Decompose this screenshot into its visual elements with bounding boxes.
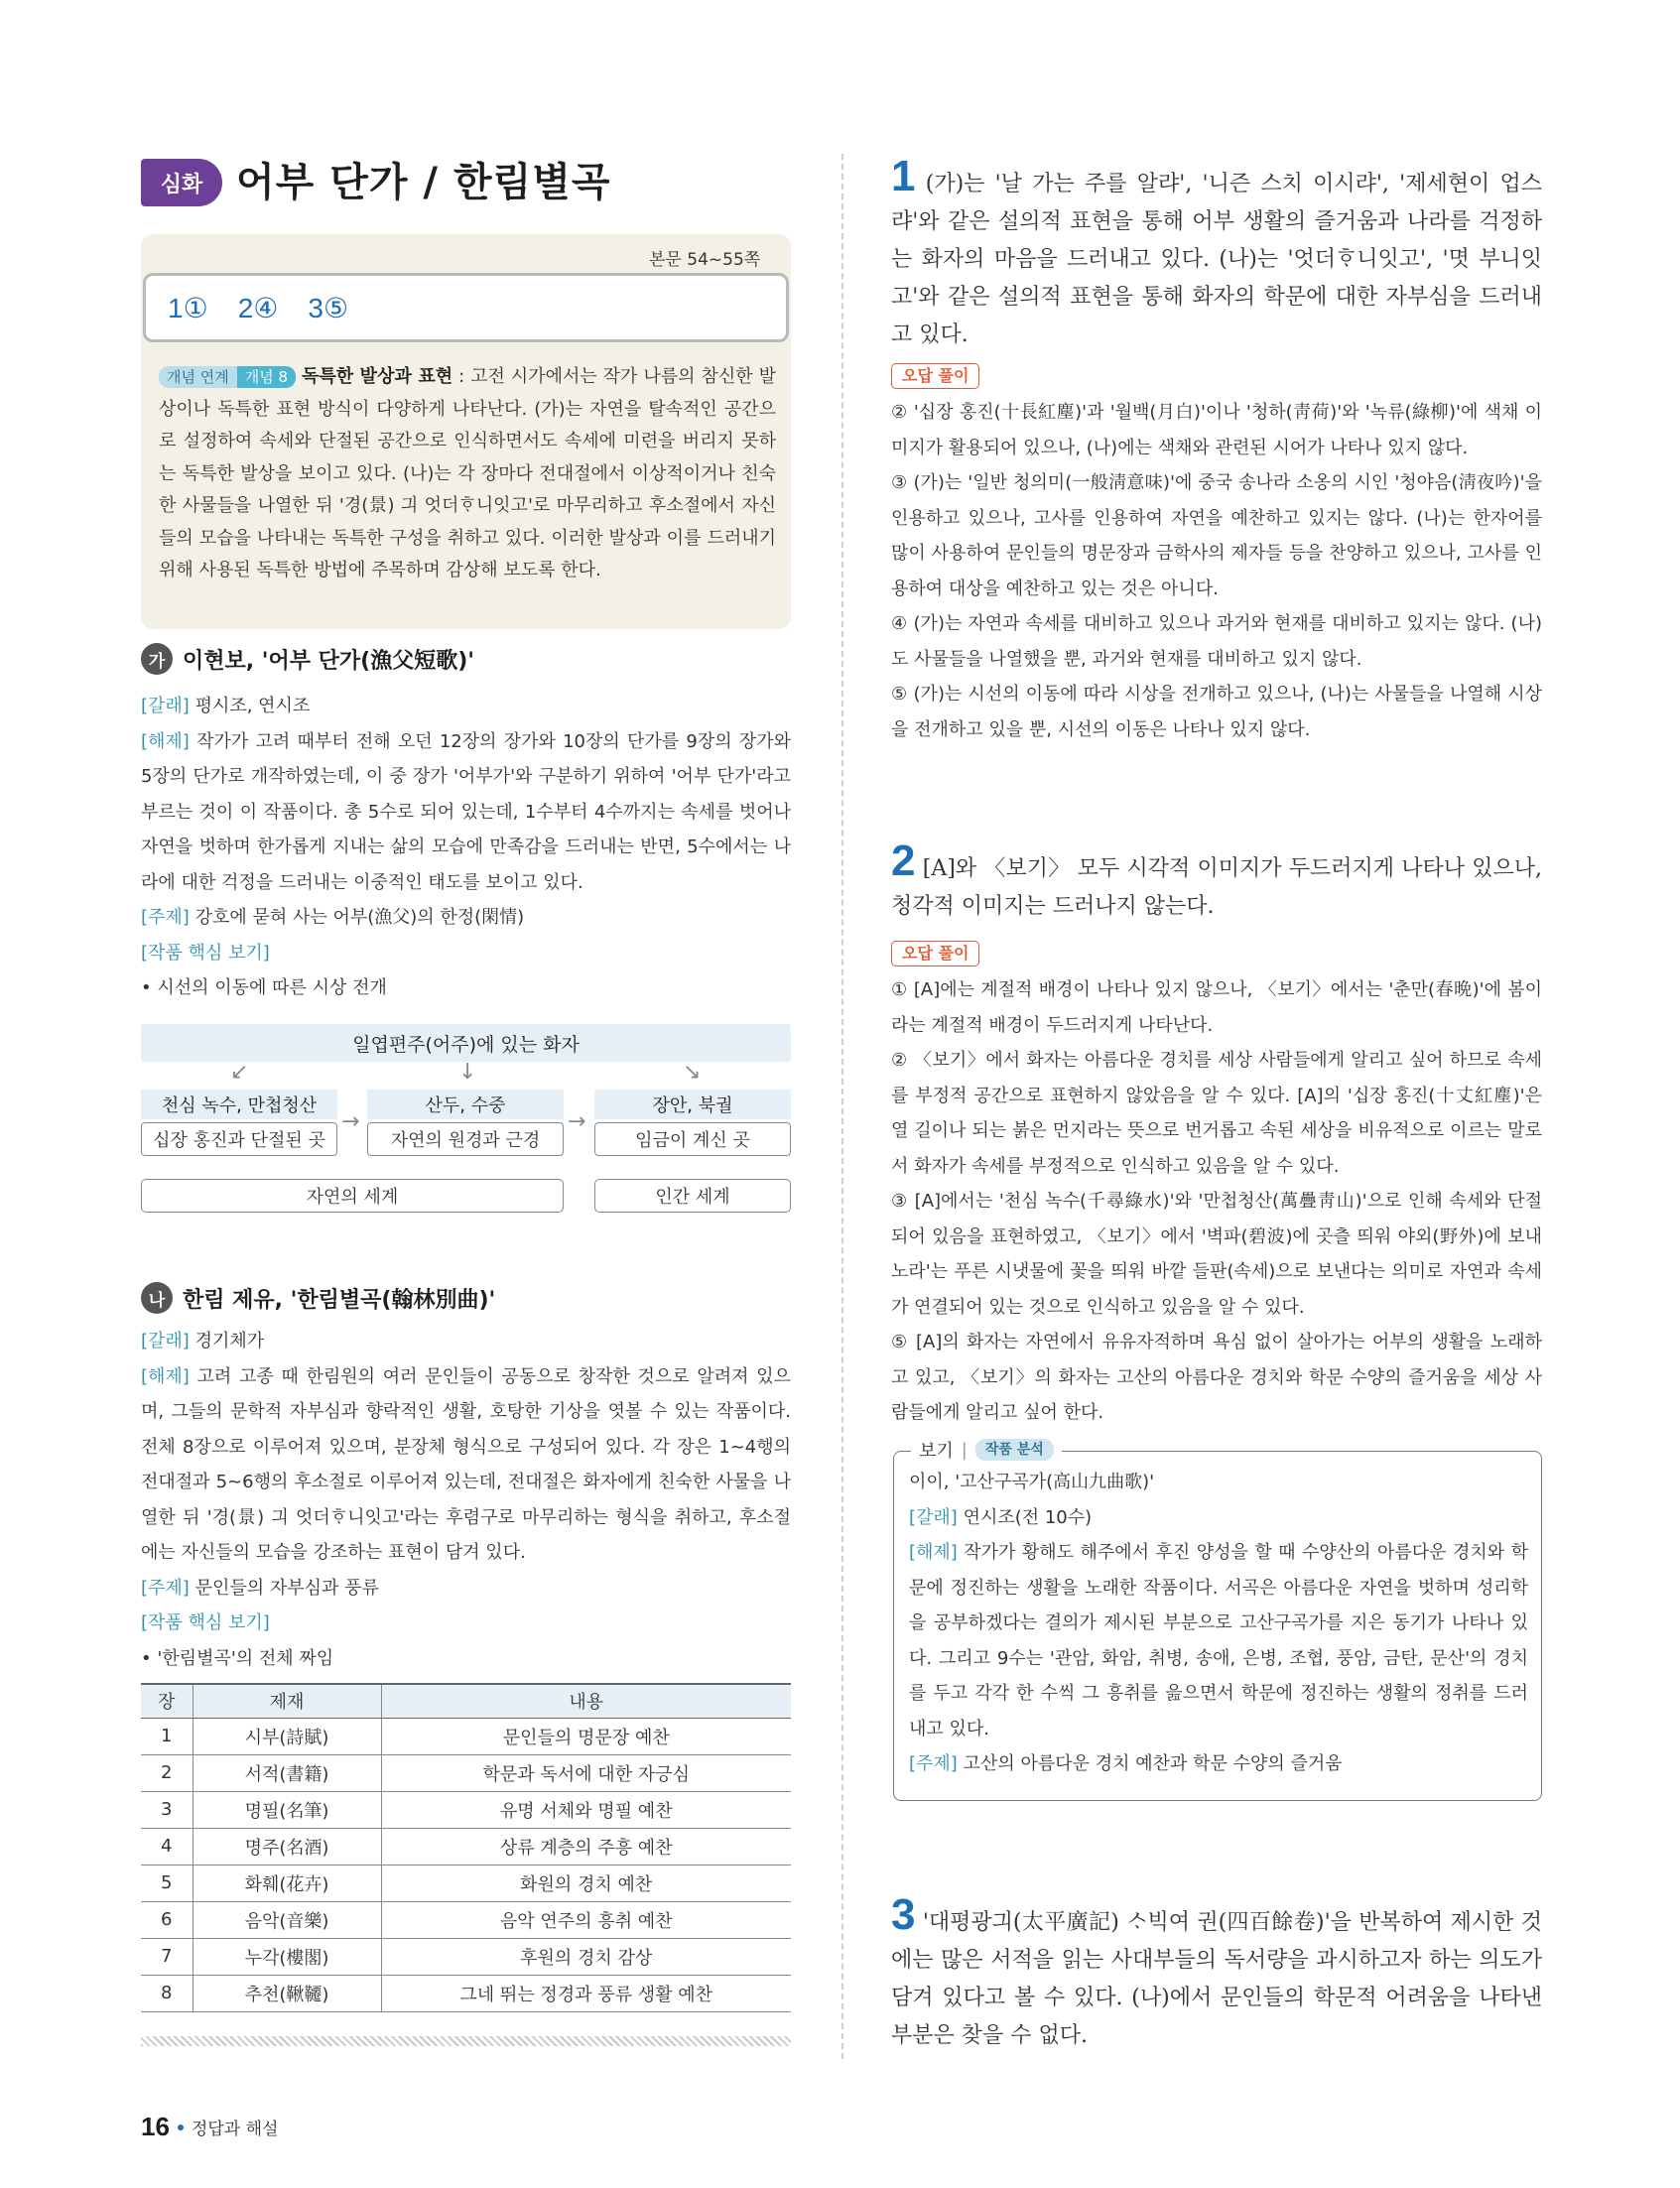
- na-body: [141, 1324, 791, 1676]
- concept-note: [159, 361, 776, 587]
- arrow-down-icon: ↓: [458, 1060, 477, 1085]
- question-3: [891, 1890, 1542, 2055]
- arrow-right-icon: →: [341, 1109, 360, 1134]
- bullet-dot-icon: [178, 2124, 184, 2130]
- flow-stage-1: 천심 녹수, 만첩청산 십장 홍진과 단절된 곳: [141, 1090, 337, 1156]
- ga-title: 이현보, '어부 단가(漁父短歌)': [183, 648, 475, 674]
- table-row: 3 명필(名筆) 유명 서체와 명필 예찬: [141, 1791, 791, 1828]
- na-bullet: • '한림별곡'의 전체 짜임: [141, 1647, 334, 1669]
- answer-2: 2④: [237, 292, 279, 323]
- structure-table: [141, 1683, 791, 2012]
- concept-link-tag: 개념 연계: [159, 366, 237, 388]
- bogi-theme: [주제] 고산의 아름다운 경치 예찬과 학문 수양의 즐거움: [909, 1753, 1343, 1774]
- question-1-text: (가)는 '날 가는 주를 알랴', '니즌 스치 이시랴', '제세현이 업스랴'와 같은 설의적 표현을 통해 어부 생활의 즐거움과 나라를 걱정하는 화자의 마음을 드러내고 있다. (나)는 '엇더ᄒᆞ니잇고', '몃 부니잇고'와 같은 설의적 표현을 통해 화자의 학문에 대한 자부심을 드러내고 있다.: [891, 172, 1542, 347]
- ga-body: [141, 689, 791, 1006]
- list-item: ③ (가)는 '일반 청의미(一般淸意味)'에 중국 송나라 소옹의 시인 '청야음(淸夜吟)'을 인용하고 있으나, 고사를 인용하여 자연을 예찬하고 있지는 않다. (나)는 한자어를 많이 사용하여 문인들의 명문장과 금학사의 제자들 등을 찬양하고 있으나, 고사를 인용하여 대상을 예찬하고 있는 것은 아니다.: [891, 472, 1542, 599]
- ga-theme: [주제] 강호에 묻혀 사는 어부(漁父)의 한정(閑情): [141, 907, 525, 928]
- q2-wrong-label: 오답 풀이: [891, 941, 979, 966]
- page-title: 어부 단가 / 한림별곡: [236, 160, 611, 205]
- ga-bullet: • 시선의 이동에 따른 시상 전개: [141, 977, 387, 998]
- table-row: 7 누각(樓閣) 후원의 경치 감상: [141, 1938, 791, 1975]
- bogi-sub-tag: 작품 분석: [975, 1439, 1054, 1461]
- concept-text: : 고전 시가에서는 작가 나름의 참신한 발상이나 독특한 표현 방식이 다양하게 나타난다. (가)는 자연을 탈속적인 공간으로 설정하여 속세와 단절된 공간으로 인식하면서도 속세에 미련을 버리지 못하는 독특한 발상을 보이고 있다. (나)는 각 장마다 전대절에서 이상적이거나 친숙한 사물들을 나열한 뒤 '경(景) 긔 엇더ᄒᆞ니잇고'로 마무리하고 후소절에서 자신들의 모습을 나타내는 독특한 구성을 취하고 있다. 이러한 발상과 이를 드러내기 위해 사용된 독특한 방법에 주목하며 감상해 보도록 한다.: [159, 366, 776, 580]
- bogi-genre: [갈래] 연시조(전 10수): [909, 1506, 1093, 1528]
- table-row: 6 음악(音樂) 음악 연주의 흥취 예찬: [141, 1901, 791, 1938]
- answer-key-box: [143, 273, 789, 342]
- question-2-text: [A]와 〈보기〉 모두 시각적 이미지가 두드러지게 나타나 있으나, 청각적 이미지는 드러나지 않는다.: [891, 856, 1543, 919]
- list-item: ④ (가)는 자연과 속세를 대비하고 있으나 과거와 현재를 대비하고 있지는 않다. (나)도 사물들을 나열했을 뿐, 과거와 현재를 대비하고 있지 않다.: [891, 613, 1542, 670]
- table-row: 5 화훼(花卉) 화원의 경치 예찬: [141, 1865, 791, 1901]
- arrow-down-left-icon: ↙: [230, 1060, 249, 1085]
- bogi-tag: 보기 | 작품 분석: [911, 1437, 1062, 1463]
- answer-1: 1①: [168, 292, 208, 323]
- bogi-haeje: [해제] 작가가 황해도 해주에서 후진 양성을 할 때 수양산의 아름다운 경치와 학문에 정진하는 생활을 노래한 작품이다. 서곡은 아름다운 자연을 벗하며 성리학을 공부하겠다는 결의가 제시된 부분으로 고산구곡가를 지은 동기가 나타나 있다. 그리고 9수는 '관암, 화암, 취병, 송애, 은병, 조협, 풍암, 금탄, 문산'의 경치를 두고 각각 한 수씩 그 흥취를 읊으면서 학문에 정진하는 생활의 정취를 드러내고 있다.: [909, 1542, 1528, 1739]
- question-2-number: 2: [891, 837, 916, 885]
- ga-heading: [141, 643, 474, 675]
- list-item: ⑤ (가)는 시선의 이동에 따라 시상을 전개하고 있으나, (나)는 사물들을 나열해 시상을 전개하고 있을 뿐, 시선의 이동은 나타나 있지 않다.: [891, 684, 1542, 740]
- hatch-divider: [141, 2036, 791, 2046]
- na-title: 한림 제유, '한림별곡(翰林別曲)': [183, 1287, 496, 1313]
- flow-stage-2: 산두, 수중 자연의 원경과 근경: [367, 1090, 564, 1156]
- bogi-content: [909, 1465, 1528, 1782]
- na-heading: [141, 1282, 495, 1314]
- table-row: 1 시부(詩賦) 문인들의 명문장 예찬: [141, 1718, 791, 1754]
- column-divider: [841, 154, 843, 2059]
- na-core-label: [작품 핵심 보기]: [141, 1612, 270, 1633]
- page-reference: 본문 54~55쪽: [649, 250, 761, 270]
- na-haeje: [해제] 고려 고종 때 한림원의 여러 문인들이 공동으로 창작한 것으로 알려져 있으며, 그들의 문학적 자부심과 향락적인 생활, 호탕한 기상을 엿볼 수 있는 작품이다. 전체 8장으로 이루어져 있으며, 분장체 형식으로 구성되어 있다. 각 장은 1~4행의 전대절과 5~6행의 후소절로 이루어져 있는데, 전대절은 화자에게 친숙한 사물을 나열한 뒤 '경(景) 긔 엇더ᄒᆞ니잇고'라는 후렴구로 마무리하는 형식을 취하고, 후소절에는 자신들의 모습을 강조하는 표현이 담겨 있다.: [141, 1365, 791, 1563]
- page-number: 16: [141, 2112, 170, 2141]
- question-1-number: 1: [891, 152, 916, 200]
- na-circle-icon: 나: [141, 1282, 173, 1314]
- table-header-row: 장 제재 내용: [141, 1684, 791, 1718]
- arrow-down-right-icon: ↘: [683, 1060, 702, 1085]
- section-badge: 심화: [141, 159, 222, 206]
- answer-3: 3⑤: [308, 292, 349, 323]
- q2-wrong-list: [891, 972, 1542, 1431]
- q1-wrong-label: 오답 풀이: [891, 363, 979, 389]
- page-footer: [141, 2112, 278, 2142]
- ga-circle-icon: 가: [141, 643, 173, 675]
- flow-stage-3: 장안, 북궐 임금이 계신 곳: [594, 1090, 791, 1156]
- question-2: [891, 839, 1542, 926]
- table-row: 8 추천(鞦韆) 그네 뛰는 정경과 풍류 생활 예찬: [141, 1975, 791, 2011]
- question-1: [891, 152, 1542, 354]
- table-row: 4 명주(名酒) 상류 계층의 주흥 예찬: [141, 1828, 791, 1865]
- question-3-number: 3: [891, 1890, 916, 1939]
- na-genre: [갈래] 경기체가: [141, 1331, 265, 1351]
- list-item: ② 〈보기〉에서 화자는 아름다운 경치를 세상 사람들에게 알리고 싶어 하므로 속세를 부정적 공간으로 표현하지 않았음을 알 수 있다. [A]의 '십장 홍진(十丈紅塵)'은 열 길이나 되는 붉은 먼지라는 뜻으로 번거롭고 속된 세상을 비유적으로 이르는 말로서 화자가 속세를 부정적으로 인식하고 있음을 알 수 있다.: [891, 1050, 1542, 1177]
- nature-world-box: 자연의 세계: [141, 1179, 564, 1213]
- table-row: 2 서적(書籍) 학문과 독서에 대한 자긍심: [141, 1754, 791, 1791]
- footer-label: 정답과 해설: [191, 2120, 279, 2139]
- human-world-box: 인간 세계: [594, 1179, 791, 1213]
- list-item: ① [A]에는 계절적 배경이 나타나 있지 않으나, 〈보기〉에서는 '춘만(春晩)'에 봄이라는 계절적 배경이 두드러지게 나타난다.: [891, 979, 1542, 1036]
- q1-wrong-list: [891, 395, 1542, 747]
- list-item: ③ [A]에서는 '천심 녹수(千尋綠水)'와 '만첩청산(萬疊靑山)'으로 인해 속세와 단절되어 있음을 표현하였고, 〈보기〉에서 '벽파(碧波)에 곳츨 띄워 야외(野外)에 보내노라'는 푸른 시냇물에 꽃을 띄워 바깥 들판(속세)으로 보낸다는 의미로 자연과 속세가 연결되어 있는 것으로 인식하고 있음을 알 수 있다.: [891, 1191, 1542, 1318]
- concept-heading: 독특한 발상과 표현: [302, 366, 453, 387]
- arrow-right-icon: →: [568, 1109, 586, 1134]
- concept-number-tag: 개념 8: [237, 366, 296, 388]
- ga-core-label: [작품 핵심 보기]: [141, 942, 270, 964]
- list-item: ② '십장 홍진(十長紅塵)'과 '월백(月白)'이나 '청하(靑荷)'와 '녹류(綠柳)'에 색채 이미지가 활용되어 있으나, (나)에는 색채와 관련된 시어가 나타나 있지 않다.: [891, 402, 1542, 458]
- ga-haeje: [해제] 작가가 고려 때부터 전해 오던 12장의 장가와 10장의 단가를 9장의 장가와 5장의 단가로 개작하였는데, 이 중 장가 '어부가'와 구분하기 위하여 '어부 단가'라고 부르는 것이 이 작품이다. 총 5수로 되어 있는데, 1수부터 4수까지는 속세를 벗어나 자연을 벗하며 한가롭게 지내는 삶의 모습에 만족감을 드러내는 반면, 5수에서는 나라에 대한 걱정을 드러내는 이중적인 태도를 보이고 있다.: [141, 730, 791, 893]
- na-theme: [주제] 문인들의 자부심과 풍류: [141, 1577, 379, 1599]
- bogi-author: 이이, '고산구곡가(高山九曲歌)': [909, 1472, 1155, 1492]
- ga-genre: [갈래] 평시조, 연시조: [141, 696, 311, 716]
- question-3-text: '대평광긔(太平廣記) ᄉᆞ빅여 권(四百餘卷)'을 반복하여 제시한 것에는 많은 서적을 읽는 사대부들의 독서량을 과시하고자 하는 의도가 담겨 있다고 볼 수 있다. (나)에서 문인들의 학문적 어려움을 나타낸 부분은 찾을 수 없다.: [891, 1910, 1542, 2048]
- list-item: ⑤ [A]의 화자는 자연에서 유유자적하며 욕심 없이 살아가는 어부의 생활을 노래하고 있고, 〈보기〉의 화자는 고산의 아름다운 경치와 학문 수양의 즐거움을 세상 사람들에게 알리고 싶어 한다.: [891, 1332, 1542, 1423]
- flow-speaker-box: 일엽편주(어주)에 있는 화자: [141, 1024, 791, 1062]
